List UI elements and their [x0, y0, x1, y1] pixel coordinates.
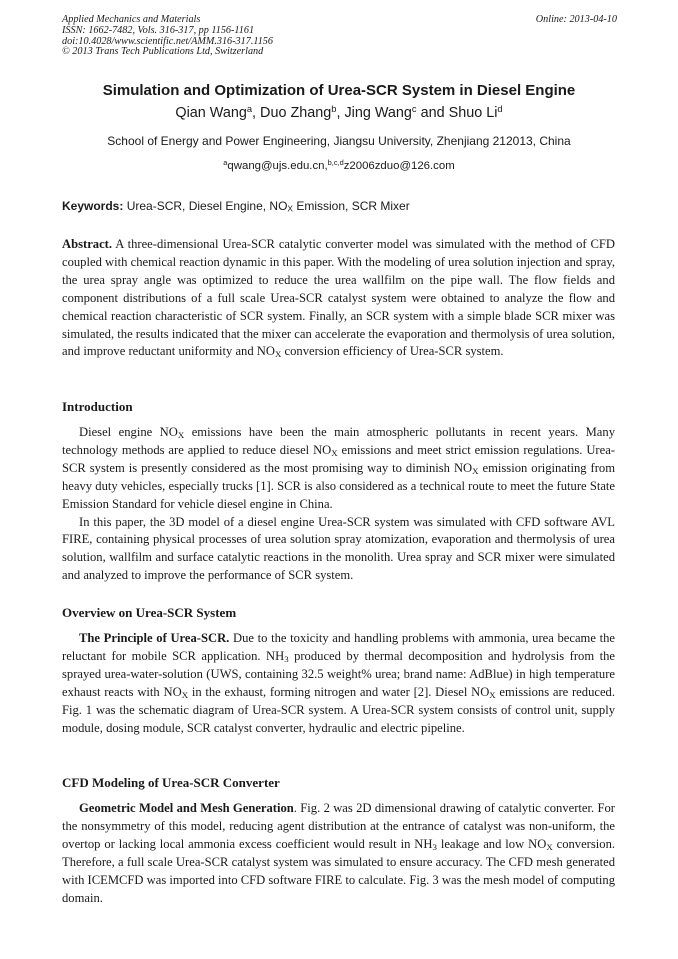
subscript: X	[177, 429, 185, 440]
abstract-text: A three-dimensional Urea-SCR catalytic converter model was simulated with the method of CFD coupled with chemical reaction dynamic in this paper. With the modeling of urea solution injection and spray, the urea spray angle was optimized to reduce the urea wallfilm on the pipe wall. The flow fields and component distributions of a full scale Urea-SCR catalyst system were obtained to analyze the flow and chemical reaction characteristic of SCR system. Finally, an SCR system with a simple blade SCR mixer was simulated, the results indicated that the mixer can accelerate the evaporation and thermolysis of urea solution, and improve reductant uniformity and NO	[62, 237, 615, 359]
abstract-label: Abstract.	[62, 237, 113, 251]
text: Due to the toxicity and handling problems with ammonia, urea became the reluctant for mobile SCR application. NH	[62, 631, 615, 663]
author-affil-mark: b	[331, 103, 337, 114]
journal-name: Applied Mechanics and Materials	[62, 14, 201, 25]
paragraph: In this paper, the 3D model of a diesel engine Urea-SCR system was simulated with CFD software AVL FIRE, containing physical processes of urea solution spray atomization, evaporation and thermolysis of urea solution, wallfilm and surface catalytic reactions in the monolith. Urea spray and SCR mixer were simulated and analyzed to improve the performance of SCR system.	[62, 514, 615, 583]
author-name: Shuo Li	[448, 105, 498, 121]
paragraph	[62, 424, 615, 514]
email-mark: a	[223, 157, 228, 167]
text: Diesel engine NO	[79, 425, 178, 439]
section-heading-introduction: Introduction	[62, 399, 133, 414]
text: emissions and meet strict emission regulations. Urea-SCR system is presently considered as the most promising way to diminish NO	[62, 442, 615, 475]
text: produced by thermal decomposition and hydrolysis from the sprayed urea-water-solution (UWS, containing 32.5 weight% urea; brand name: AdBlue) in high temperature exhaust reacts with NO	[62, 648, 615, 699]
subscript: X	[275, 349, 282, 360]
subscript: 3	[432, 841, 437, 852]
introduction-body	[62, 424, 615, 585]
author-name: Qian Wang	[175, 105, 247, 121]
abstract	[62, 236, 615, 361]
keywords	[62, 199, 617, 213]
author-separator: ,	[336, 105, 345, 121]
email-line	[0, 157, 678, 172]
author-name: Duo Zhang	[260, 105, 332, 121]
keywords-label: Keywords:	[62, 199, 124, 213]
subscript: X	[546, 841, 553, 852]
author-affil-mark: d	[497, 103, 503, 114]
online-date: Online: 2013-04-10	[535, 14, 617, 25]
text: emission originating from heavy duty vehicles, especially trucks [1]. SCR is also considered as a technical route to meet the future State Emission Standard for vehicle diesel engine in China.	[62, 460, 615, 511]
email-mark: b,c,d	[327, 157, 344, 167]
author-affil-mark: a	[246, 103, 253, 114]
text: conversion. Therefore, a full scale Urea-SCR catalyst system was simulated to ensure accuracy. The CFD mesh generated with ICEMCFD was imported into CFD software FIRE to calculate. Fig. 3 was the mesh model of computing domain.	[62, 836, 616, 905]
email-address: qwang@ujs.edu.cn,	[227, 160, 328, 172]
section-heading-overview: Overview on Urea-SCR System	[62, 605, 237, 620]
affiliation: School of Energy and Power Engineering, Jiangsu University, Zhenjiang 212013, China	[107, 134, 571, 148]
email-address: z2006zduo@126.com	[343, 160, 455, 172]
subscript: X	[331, 447, 338, 458]
text: in the exhaust, forming nitrogen and water [2]. Diesel NO	[188, 684, 490, 699]
keywords-text: Emission, SCR Mixer	[293, 199, 410, 213]
doi-line: doi:10.4028/www.scientific.net/AMM.316-317.1156	[62, 35, 273, 47]
subsection-lead: The Principle of Urea-SCR.	[79, 631, 230, 645]
text: emissions have been the main atmospheric pollutants in recent years. Many technology methods are applied to reduce diesel NO	[62, 425, 615, 457]
text: emissions are reduced. Fig. 1 was the schematic diagram of Urea-SCR system. A Urea-SCR system consists of control unit, supply module, dosing module, SCR catalyst converter, hydraulic and electric pipeline.	[62, 684, 615, 735]
abstract-text: conversion efficiency of Urea-SCR system.	[281, 344, 504, 359]
cfd-body	[62, 800, 615, 907]
overview-body	[62, 630, 615, 737]
author-list	[0, 105, 678, 121]
copyright-line: © 2013 Trans Tech Publications Ltd, Switzerland	[62, 46, 264, 58]
subsection-lead: Geometric Model and Mesh Generation	[79, 801, 294, 815]
keywords-text: Urea-SCR, Diesel Engine, NO	[123, 199, 288, 213]
subscript: X	[287, 203, 294, 214]
paper-title: Simulation and Optimization of Urea-SCR System in Diesel Engine	[102, 82, 576, 99]
subscript: X	[489, 689, 496, 700]
author-separator: ,	[252, 105, 261, 121]
paragraph	[62, 630, 615, 737]
author-name: Jing Wang	[344, 105, 412, 121]
author-separator: and	[416, 105, 449, 121]
paragraph	[62, 800, 615, 907]
journal-header	[62, 15, 617, 58]
text: leakage and low NO	[436, 836, 547, 851]
section-heading-cfd: CFD Modeling of Urea-SCR Converter	[62, 775, 280, 790]
subscript: 3	[284, 653, 289, 664]
issn-line: ISSN: 1662-7482, Vols. 316-317, pp 1156-1161	[62, 24, 255, 36]
subscript: X	[472, 465, 479, 476]
subscript: X	[181, 689, 189, 700]
author-affil-mark: c	[411, 103, 417, 114]
text: . Fig. 2 was 2D dimensional drawing of catalytic converter. For the nonsymmetry of this model, reducing agent distribution at the entrance of catalyst was non-uniform, the overtop or lacking local ammonia excess coefficient would result in NH	[62, 801, 615, 851]
